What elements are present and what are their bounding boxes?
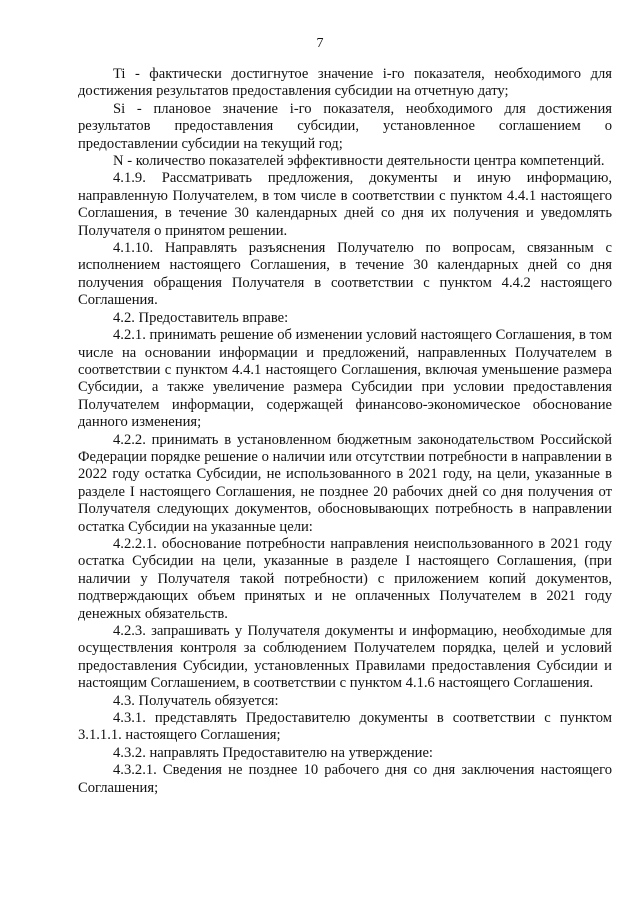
document-body — [78, 66, 612, 797]
paragraph-ti-definition: Ti - фактически достигнутое значение i-го показателя, необходимого для достижения результатов предоставления субсидии на отчетную дату; — [78, 66, 612, 100]
paragraph-4-2-2-1: 4.2.2.1. обоснование потребности направления неиспользованного в 2021 году остатка Субсидии на цели, указанные в разделе I настоящего Соглашения, (при наличии у Получателя такой потребности) с приложением копий документов, подтверждающих объем принятых и не оплаченных Получателем в 2021 году денежных обязательств. — [78, 535, 612, 622]
paragraph-4-2-2: 4.2.2. принимать в установленном бюджетным законодательством Российской Федерации порядке решение о наличии или отсутствии потребности в направлении в 2022 году остатка Субсидии, не использованного в 2021 году, на цели, указанные в разделе I настоящего Соглашения, не позднее 20 рабочих дней со дня получения от Получателя следующих документов, обосновывающих потребность в направлении остатка Субсидии на указанные цели: — [78, 431, 612, 535]
paragraph-4-3-2: 4.3.2. направлять Предоставителю на утверждение: — [113, 744, 433, 761]
paragraph-4-2: 4.2. Предоставитель вправе: — [113, 309, 289, 326]
page-number: 7 — [316, 36, 324, 51]
paragraph-4-1-10: 4.1.10. Направлять разъяснения Получателю по вопросам, связанным с исполнением настоящего Соглашения, в течение 30 календарных дней со дня получения обращения Получателя в соответствии с пунктом 4.4.2 настоящего Соглашения. — [78, 240, 612, 309]
paragraph-4-1-9: 4.1.9. Рассматривать предложения, документы и иную информацию, направленную Получателем, в том числе в соответствии с пунктом 4.4.1 настоящего Соглашения, в течение 30 календарных дней со дня их получения и уведомлять Получателя о принятом решении. — [78, 170, 612, 239]
paragraph-4-3: 4.3. Получатель обязуется: — [113, 692, 279, 709]
paragraph-si-definition: Si - плановое значение i-го показателя, необходимого для достижения результатов предоставления субсидии, установленное соглашением о предоставлении субсидии на текущий год; — [78, 100, 612, 152]
paragraph-4-2-3: 4.2.3. запрашивать у Получателя документы и информацию, необходимые для осуществления контроля за соблюдением Получателем порядка, целей и условий предоставления Субсидии, установленных Правилами предоставления Субсидии и настоящим Соглашением, в соответствии с пунктом 4.1.6 настоящего Соглашения. — [78, 623, 612, 692]
paragraph-4-2-1: 4.2.1. принимать решение об изменении условий настоящего Соглашения, в том числе на основании информации и предложений, направленных Получателем в соответствии с пунктом 4.4.1 настоящего Соглашения, включая уменьшение размера Субсидии, а также увеличение размера Субсидии при условии предоставления Получателем информации, содержащей финансово-экономическое обоснование данного изменения; — [78, 327, 612, 431]
paragraph-n-definition: N - количество показателей эффективности деятельности центра компетенций. — [113, 153, 605, 170]
paragraph-4-3-2-1: 4.3.2.1. Сведения не позднее 10 рабочего дня со дня заключения настоящего Соглашения; — [78, 762, 612, 796]
paragraph-4-3-1: 4.3.1. представлять Предоставителю документы в соответствии с пунктом 3.1.1.1. настоящего Соглашения; — [78, 710, 612, 744]
